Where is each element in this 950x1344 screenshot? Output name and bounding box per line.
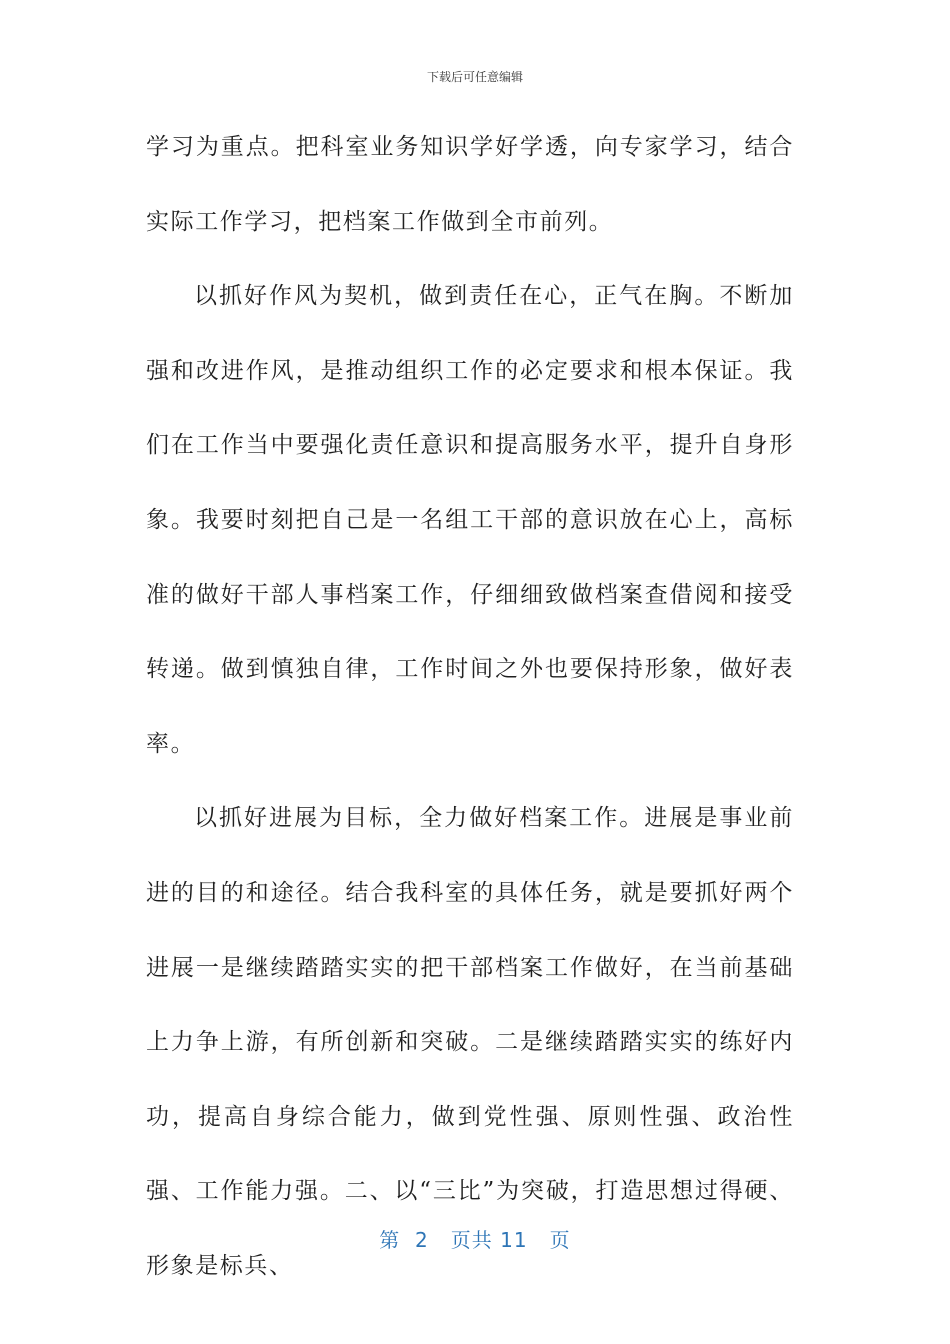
paragraph-2: 以抓好作风为契机，做到责任在心，正气在胸。不断加强和改进作风，是推动组织工作的必定要求和根本保证。我们在工作当中要强化责任意识和提高服务水平，提升自身形象。我要时刻把自己是一名组工干部的意识放在心上，高标准的做好干部人事档案工作，仔细细致做档案查借阅和接受转递。做到慎独自律，工作时间之外也要保持形象，做好表率。 xyxy=(146,283,794,757)
page-header: 下载后可任意编辑 xyxy=(426,70,523,84)
page-footer: 第 2 页共 11 页 xyxy=(379,1228,571,1252)
document-body xyxy=(146,110,794,1304)
paragraph-3: 以抓好进展为目标，全力做好档案工作。进展是事业前进的目的和途径。结合我科室的具体任务，就是要抓好两个进展一是继续踏踏实实的把干部档案工作做好，在当前基础上力争上游，有所创新和突破。二是继续踏踏实实的练好内功，提高自身综合能力，做到党性强、原则性强、政治性强、工作能力强。二、以“三比”为突破，打造思想过得硬、形象是标兵、 xyxy=(146,805,794,1279)
paragraph-1: 学习为重点。把科室业务知识学好学透，向专家学习，结合实际工作学习，把档案工作做到全市前列。 xyxy=(146,134,794,235)
